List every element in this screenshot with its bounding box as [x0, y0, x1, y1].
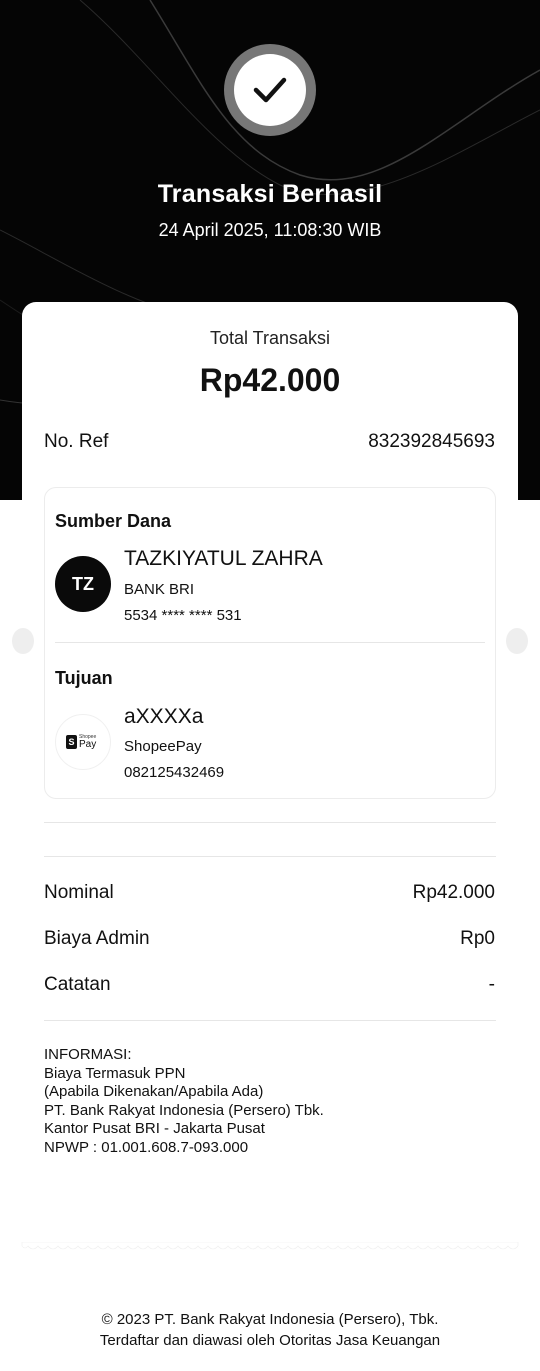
detail-value-admin-fee: Rp0: [460, 928, 495, 949]
destination-section-title: Tujuan: [55, 668, 113, 688]
destination-account-name: aXXXXa: [124, 705, 204, 728]
detail-value-nominal: Rp42.000: [412, 882, 495, 903]
source-section-title: Sumber Dana: [55, 511, 172, 531]
footer-regulator: Terdaftar dan diawasi oleh Otoritas Jasa Keuangan: [99, 1332, 441, 1349]
info-heading: INFORMASI:: [44, 1046, 132, 1063]
transaction-status-title: Transaksi Berhasil: [157, 180, 383, 208]
section-divider-2: [44, 856, 496, 857]
info-line: PT. Bank Rakyat Indonesia (Persero) Tbk.: [44, 1101, 324, 1119]
success-badge-inner: [234, 54, 306, 126]
reference-value: 832392845693: [368, 431, 495, 452]
source-avatar: TZ: [55, 556, 111, 612]
source-bank-name: BANK BRI: [124, 581, 195, 598]
card-notch-left: [12, 628, 34, 654]
source-account-number: 5534 **** **** 531: [124, 607, 242, 624]
info-line: Biaya Termasuk PPN: [44, 1064, 186, 1082]
footer-copyright: © 2023 PT. Bank Rakyat Indonesia (Persero), Tbk.: [101, 1311, 439, 1328]
receipt-torn-edge: [0, 1242, 540, 1254]
detail-label-nominal: Nominal: [44, 882, 114, 903]
total-label: Total Transaksi: [209, 328, 331, 348]
reference-label: No. Ref: [44, 431, 109, 452]
detail-label-note: Catatan: [44, 974, 111, 995]
information-block: [44, 1046, 324, 1157]
info-line: Kantor Pusat BRI - Jakarta Pusat: [44, 1120, 265, 1137]
transaction-datetime: 24 April 2025, 11:08:30 WIB: [158, 220, 382, 240]
destination-avatar: [55, 714, 111, 770]
total-amount: Rp42.000: [199, 362, 341, 398]
section-divider-1: [44, 822, 496, 823]
destination-phone: 082125432469: [124, 764, 225, 781]
detail-label-admin-fee: Biaya Admin: [44, 928, 150, 949]
shopeepay-logo-icon: S Shopee Pay: [66, 734, 102, 752]
info-line: (Apabila Dikenakan/Apabila Ada): [44, 1083, 264, 1100]
card-notch-right: [506, 628, 528, 654]
account-details-box: [44, 487, 496, 799]
account-divider: [55, 642, 485, 643]
source-account-name: TAZKIYATUL ZAHRA: [124, 547, 323, 570]
info-npwp: NPWP : 01.001.608.7-093.000: [44, 1138, 249, 1156]
detail-value-note: -: [488, 974, 495, 995]
checkmark-icon: [252, 72, 288, 108]
info-divider: [44, 1020, 496, 1021]
success-badge: [224, 44, 316, 136]
destination-provider: ShopeePay: [124, 738, 202, 755]
